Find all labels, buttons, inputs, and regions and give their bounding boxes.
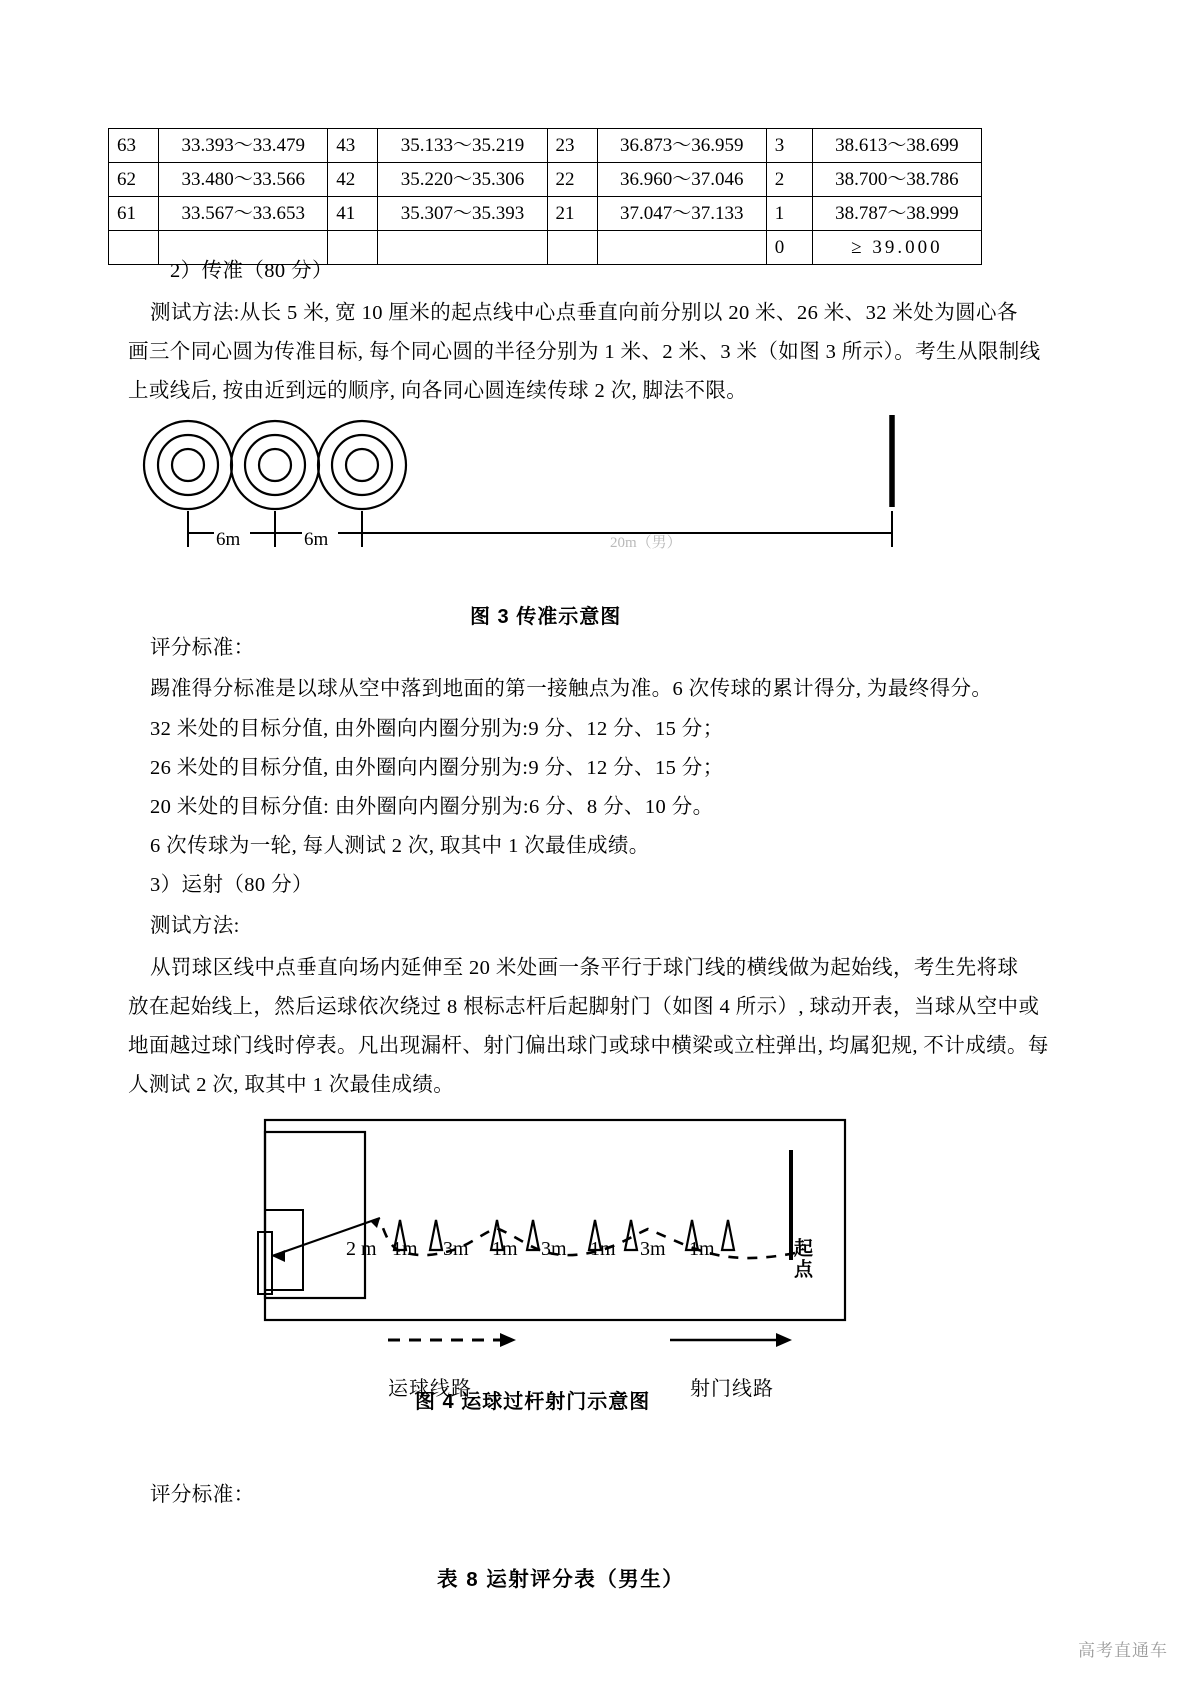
scoring2-line4: 20 米处的目标分值: 由外圈向内圈分别为:6 分、8 分、10 分。 xyxy=(150,796,714,818)
figure4-legend-shoot: 射门线路 xyxy=(690,1378,774,1400)
target-32m xyxy=(144,421,232,509)
figure4-start-label: 起点 xyxy=(791,1238,812,1280)
scoring2-line3: 26 米处的目标分值, 由外圈向内圈分别为:9 分、12 分、15 分； xyxy=(150,757,724,779)
cell-range-3 xyxy=(597,231,766,265)
cell-range-3: 36.873～36.959 xyxy=(597,129,766,163)
scoring2-line2: 32 米处的目标分值, 由外圈向内圈分别为:9 分、12 分、15 分； xyxy=(150,718,724,740)
scoring2-title: 评分标准： xyxy=(150,637,255,659)
cell-range-1: 33.393～33.479 xyxy=(159,129,328,163)
figure4-distance-5: 3m xyxy=(541,1238,567,1260)
table-row xyxy=(109,163,982,197)
cell-score-3: 23 xyxy=(547,129,597,163)
score-range-table xyxy=(108,128,982,265)
cell-range-3: 36.960～37.046 xyxy=(597,163,766,197)
cell-range-2: 35.133～35.219 xyxy=(378,129,547,163)
cell-score-4: 1 xyxy=(766,197,812,231)
figure3-dim-left-label: 6m xyxy=(216,529,241,550)
figure4-distance-6: 1m xyxy=(590,1238,616,1260)
figure4-distance-4: 1m xyxy=(492,1238,518,1260)
scoring3-title: 评分标准： xyxy=(150,1484,255,1506)
table-row xyxy=(109,197,982,231)
section3-method-line1: 从罚球区线中点垂直向场内延伸至 20 米处画一条平行于球门线的横线做为起始线，考生先将球 xyxy=(150,957,1019,979)
cell-range-2: 35.220～35.306 xyxy=(378,163,547,197)
figure4-distance-1: 2 m xyxy=(346,1238,377,1260)
cell-range-4: 38.787～38.999 xyxy=(812,197,981,231)
figure4-caption: 图 4 运球过杆射门示意图 xyxy=(415,1391,651,1413)
watermark: 高考直通车 xyxy=(1078,1641,1168,1660)
figure4-legend-dribble: 运球线路 xyxy=(388,1378,472,1400)
scoring2-line5: 6 次传球为一轮, 每人测试 2 次, 取其中 1 次最佳成绩。 xyxy=(150,835,650,857)
cell-score-3: 22 xyxy=(547,163,597,197)
table-body xyxy=(109,129,982,265)
target-20m xyxy=(318,421,406,509)
figure3-diagram xyxy=(140,415,940,565)
figure3-dim-long-label: 20m（男） xyxy=(610,535,682,551)
figure4-distance-2: 1m xyxy=(392,1238,418,1260)
section3-method-line2: 放在起始线上，然后运球依次绕过 8 根标志杆后起脚射门（如图 4 所示）, 球动开表，当球从空中或 xyxy=(128,996,1040,1018)
cell-range-3: 37.047～37.133 xyxy=(597,197,766,231)
figure4-distance-7: 3m xyxy=(640,1238,666,1260)
section2-method-line1: 测试方法:从长 5 米, 宽 10 厘米的起点线中心点垂直向前分别以 20 米、26 米、32 米处为圆心各 xyxy=(150,302,1018,324)
cell-range-4: ≥ 39.000 xyxy=(812,231,981,265)
cell-score-4: 2 xyxy=(766,163,812,197)
cell-score-2 xyxy=(328,231,378,265)
section3-heading: 3）运射（80 分） xyxy=(150,874,313,896)
figure3-dim-mid-label: 6m xyxy=(304,529,329,550)
section2-method-line3: 上或线后, 按由近到远的顺序, 向各同心圆连续传球 2 次, 脚法不限。 xyxy=(128,380,748,402)
cell-score-4: 0 xyxy=(766,231,812,265)
figure4-svg xyxy=(240,1110,850,1330)
figure3-caption: 图 3 传准示意图 xyxy=(470,606,622,628)
section2-method-line2: 画三个同心圆为传准目标, 每个同心圆的半径分别为 1 米、2 米、3 米（如图 3 所示）。考生从限制线 xyxy=(128,341,1041,363)
figure4-distance-8: 1m xyxy=(689,1238,715,1260)
section3-method-label: 测试方法: xyxy=(150,915,240,937)
figure4-diagram xyxy=(240,1110,850,1400)
cell-range-4: 38.700～38.786 xyxy=(812,163,981,197)
cell-range-2: 35.307～35.393 xyxy=(378,197,547,231)
cell-score-3: 21 xyxy=(547,197,597,231)
cell-score-2: 43 xyxy=(328,129,378,163)
table8-caption: 表 8 运射评分表（男生） xyxy=(437,1568,685,1591)
cell-score-2: 41 xyxy=(328,197,378,231)
cell-score-1 xyxy=(109,231,159,265)
cell-range-4: 38.613～38.699 xyxy=(812,129,981,163)
cell-score-2: 42 xyxy=(328,163,378,197)
section3-method-line4: 人测试 2 次, 取其中 1 次最佳成绩。 xyxy=(128,1074,455,1096)
scoring2-line1: 踢准得分标准是以球从空中落到地面的第一接触点为准。6 次传球的累计得分, 为最终得分。 xyxy=(150,678,993,700)
table-row xyxy=(109,129,982,163)
figure3-svg xyxy=(140,415,940,565)
section3-method-line3: 地面越过球门线时停表。凡出现漏杆、射门偏出球门或球中横梁或立柱弹出, 均属犯规, 不计成绩。每 xyxy=(128,1035,1049,1057)
cell-score-3 xyxy=(547,231,597,265)
cell-score-1: 62 xyxy=(109,163,159,197)
cell-score-1: 63 xyxy=(109,129,159,163)
cell-range-1: 33.480～33.566 xyxy=(159,163,328,197)
target-26m xyxy=(231,421,319,509)
cell-range-1: 33.567～33.653 xyxy=(159,197,328,231)
section2-heading: 2）传准（80 分） xyxy=(170,260,333,282)
figure4-distance-3: 3m xyxy=(443,1238,469,1260)
cell-score-4: 3 xyxy=(766,129,812,163)
cell-range-2 xyxy=(378,231,547,265)
cell-score-1: 61 xyxy=(109,197,159,231)
